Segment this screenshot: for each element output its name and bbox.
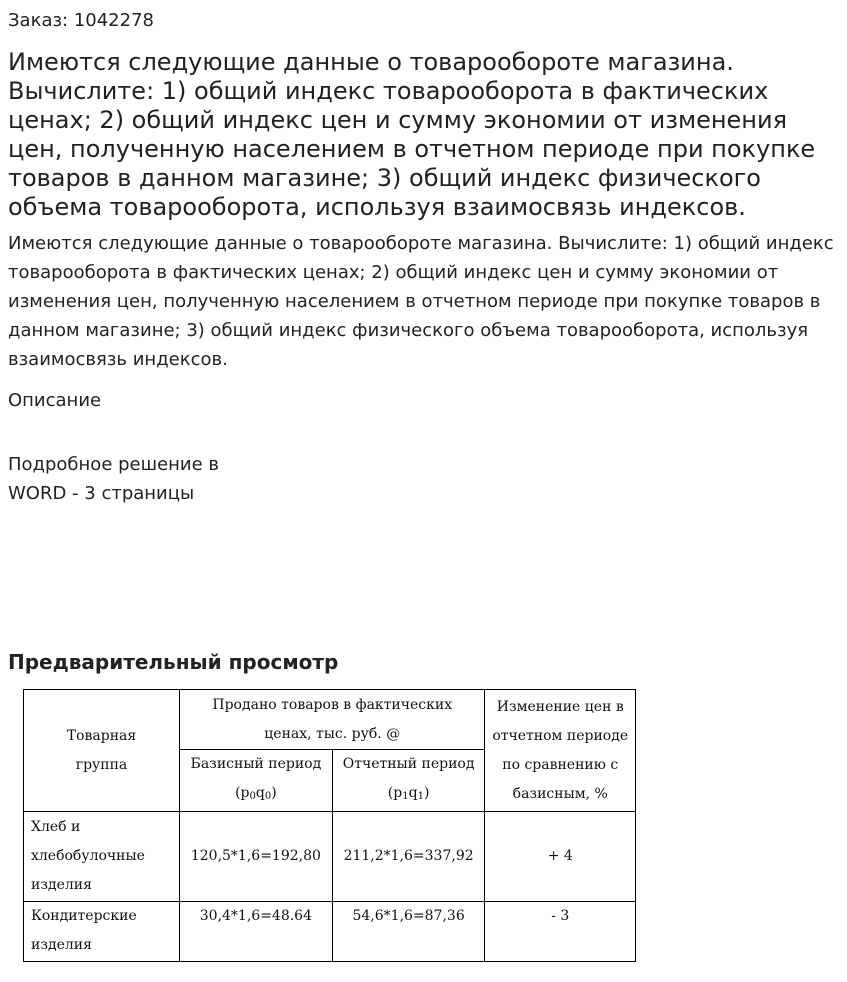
cell-group: Хлеб и хлебобулочные изделия	[24, 812, 180, 902]
header-base-formula: $(p_0q_0)$	[235, 785, 277, 802]
preview-heading: Предварительный просмотр	[8, 650, 339, 674]
header-report-formula: $(p_1q_1)$	[387, 785, 430, 802]
preview-table	[23, 689, 636, 962]
header-base-period	[180, 750, 333, 812]
header-report-period	[332, 750, 485, 812]
solution-line-2: WORD - 3 страницы	[8, 483, 195, 504]
header-base-label: Базисный период	[190, 756, 322, 772]
solution-info	[8, 450, 219, 508]
header-report-label: Отчетный период	[342, 756, 475, 772]
table-row	[24, 812, 636, 902]
cell-base: 120,5*1,6=192,80	[180, 812, 333, 902]
description-label: Описание	[8, 390, 102, 411]
cell-change: + 4	[485, 812, 636, 902]
task-title: Имеются следующие данные о товарообороте магазина. Вычислите: 1) общий индекс товарооборота в фактических ценах; 2) общий индекс цен и сумму экономии от изменения цен, полученную населением в отчетном периоде при покупке товаров в данном магазине; 3) общий индекс физического объема товарооборота, используя взаимосвязь индексов.	[8, 48, 816, 221]
table-row	[24, 902, 636, 962]
solution-line-1: Подробное решение в	[8, 454, 220, 475]
cell-group: Кондитерские изделия	[24, 902, 180, 962]
cell-report: 54,6*1,6=87,36	[332, 902, 485, 962]
header-sold-goods: Продано товаров в фактических ценах, тыс. руб. @	[180, 690, 485, 750]
cell-change: - 3	[485, 902, 636, 962]
header-product-group: Товарная группа	[24, 690, 180, 812]
cell-base: 30,4*1,6=48.64	[180, 902, 333, 962]
header-price-change: Изменение цен в отчетном периоде по сравнению с базисным, %	[485, 690, 636, 812]
cell-report: 211,2*1,6=337,92	[332, 812, 485, 902]
task-description: Имеются следующие данные о товарообороте магазина. Вычислите: 1) общий индекс товарооборота в фактических ценах; 2) общий индекс цен и сумму экономии от изменения цен, полученную населением в отчетном периоде при покупке товаров в данном магазине; 3) общий индекс физического объема товарооборота, используя взаимосвязь индексов.	[8, 233, 834, 370]
order-number: Заказ: 1042278	[8, 10, 154, 31]
